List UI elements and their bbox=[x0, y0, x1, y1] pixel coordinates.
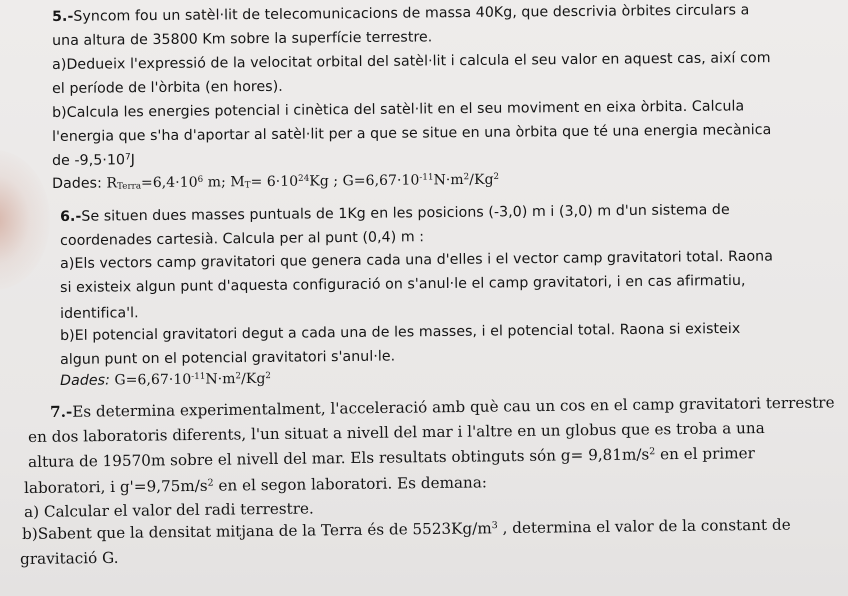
problem7-line3: altura de 19570m sobre el nivell del mar. Els resultats obtinguts són $g= 9,81m/s^2$ en el primer bbox=[28, 444, 755, 471]
problem5-dades-values: $R_{Terra}=6,4\cdot 10^6$ m; $M_T= 6\cdot 10^{24}Kg$ ; $G=6,67\cdot 10^{-11}N\cdot m^2/Kg^2$ bbox=[106, 171, 500, 192]
problem5-part-b-line1: b)Calcula les energies potencial i cinètica del satèl·lit en el seu moviment en eixa òrbita. Calcula bbox=[52, 98, 745, 121]
problem7-line4: laboratori, i $g'=9,75m/s^2$ en el segon laboratori. Es demana: bbox=[24, 473, 488, 497]
problem5-number: 5.- bbox=[52, 8, 74, 25]
problem6-dades-values: $G=6,67\cdot 10^{-11}N\cdot m^2/Kg^2$ bbox=[114, 370, 272, 389]
problem5-part-a-line1: a)Dedueix l'expressió de la velocitat orbital del satèl·lit i calcula el seu valor en aquest cas, així com bbox=[52, 50, 771, 73]
problem6-part-b-line1: b)El potencial gravitatori degut a cada una de les masses, i el potencial total. Raona si existeix bbox=[60, 320, 741, 344]
problem6-part-b-line2: algun punt on el potencial gravitatori s'anul·le. bbox=[60, 348, 396, 368]
problem5-energy-line: de $-9,5\cdot 10^7J$ bbox=[52, 152, 136, 169]
problem6-part-a-line1: a)Els vectors camp gravitatori que genera cada una d'elles i el vector camp gravitatori total. Raona bbox=[60, 248, 774, 272]
problem5-part-b-line2: l'energia que s'ha d'aportar al satèl·lit per a que se situe en una òrbita que té una energia mecànica bbox=[52, 122, 772, 145]
problem6-part-a-line2: si existeix algun punt d'aquesta configuració on s'anul·le el camp gravitatori, i en cas afirmatiu, bbox=[60, 272, 746, 296]
problem6-line1: 6.-Se situen dues masses puntuals de 1Kg en les posicions (-3,0) m i (3,0) m d'un sistema de bbox=[60, 201, 730, 225]
problem5-part-a-line2: el període de l'òrbita (en hores). bbox=[52, 78, 283, 97]
problem6-dades-label: Dades: bbox=[60, 372, 110, 389]
problem6-number: 6.- bbox=[60, 208, 82, 225]
problem6-line2: coordenades cartesià. Calcula per al punt (0,4) m : bbox=[60, 229, 425, 249]
problem5-line1: 5.-Syncom fou un satèl·lit de telecomunicacions de massa 40Kg, que descrivia òrbites circulars a bbox=[52, 2, 750, 25]
problem7-line2: en dos laboratoris diferents, l'un situat a nivell del mar i l'altre en un globus que es troba a una bbox=[28, 419, 765, 446]
problem5-dades-line bbox=[52, 172, 499, 192]
problem7-number: 7.- bbox=[50, 402, 73, 421]
problem7-part-b-line1: b)Sabent que la densitat mitjana de la Terra és de $5523Kg/m^3$ , determina el valor de la constant de bbox=[22, 515, 791, 543]
problem5-line2: una altura de 35800 Km sobre la superfície terrestre. bbox=[52, 29, 433, 49]
problem7-part-b-line2: gravitació G. bbox=[20, 548, 119, 568]
problem6-dades-line bbox=[60, 371, 271, 389]
problem6-part-a-line3: identifica'l. bbox=[60, 305, 139, 322]
problem5-dades-label: Dades: bbox=[52, 175, 102, 192]
problem7-part-a: a) Calcular el valor del radi terrestre. bbox=[24, 499, 314, 521]
problem7-line1: 7.-Es determina experimentalment, l'acceleració amb què cau un cos en el camp gravitatori terrestre bbox=[50, 393, 835, 421]
